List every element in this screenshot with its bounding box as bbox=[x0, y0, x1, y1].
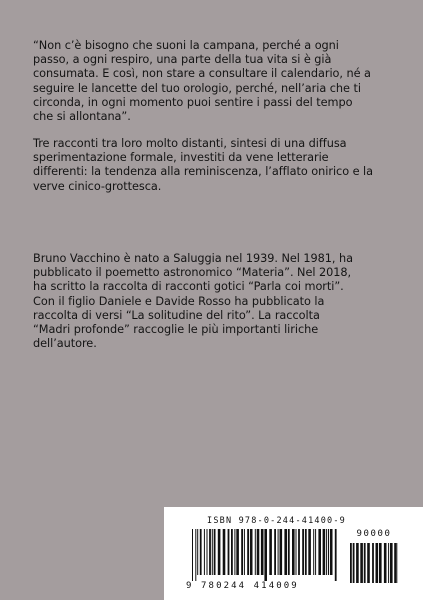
price-code-digits: 90000 bbox=[356, 529, 392, 539]
book-synopsis: Tre racconti tra loro molto distanti, sintesi di una diffusa sperimentazione formale, investiti da vene letterarie differenti: la tendenza alla reminiscenza, l’afflato onirico e la verve cinico-grottesca. bbox=[33, 137, 374, 193]
back-cover-quote: “Non c’è bisogno che suoni la campana, perché a ogni passo, a ogni respiro, una parte della tua vita si è già consumata. E così, non stare a consultare il calendario, né a seguire le lancette del tuo orologio, perché, nell’aria che ti circonda, in ogni momento puoi sentire i passi del tempo che si allontana”. bbox=[33, 39, 371, 124]
price-addon-barcode bbox=[350, 543, 398, 589]
ean-barcode bbox=[192, 529, 338, 581]
author-bio: Bruno Vacchino è nato a Saluggia nel 1939. Nel 1981, ha pubblicato il poemetto astronomico “Materia”. Nel 2018, ha scritto la raccolta di racconti gotici “Parla coi morti”. Con il figlio Daniele e Davide Rosso ha pubblicato la raccolta di versi “La solitudine del rito”. La raccolta “Madri profonde” raccoglie le più importanti liriche dell’autore. bbox=[33, 252, 353, 351]
ean-digits: 9 780244 414009 bbox=[186, 581, 299, 591]
isbn-label: ISBN 978-0-244-41400-9 bbox=[207, 516, 346, 526]
isbn-barcode-box bbox=[164, 507, 423, 600]
